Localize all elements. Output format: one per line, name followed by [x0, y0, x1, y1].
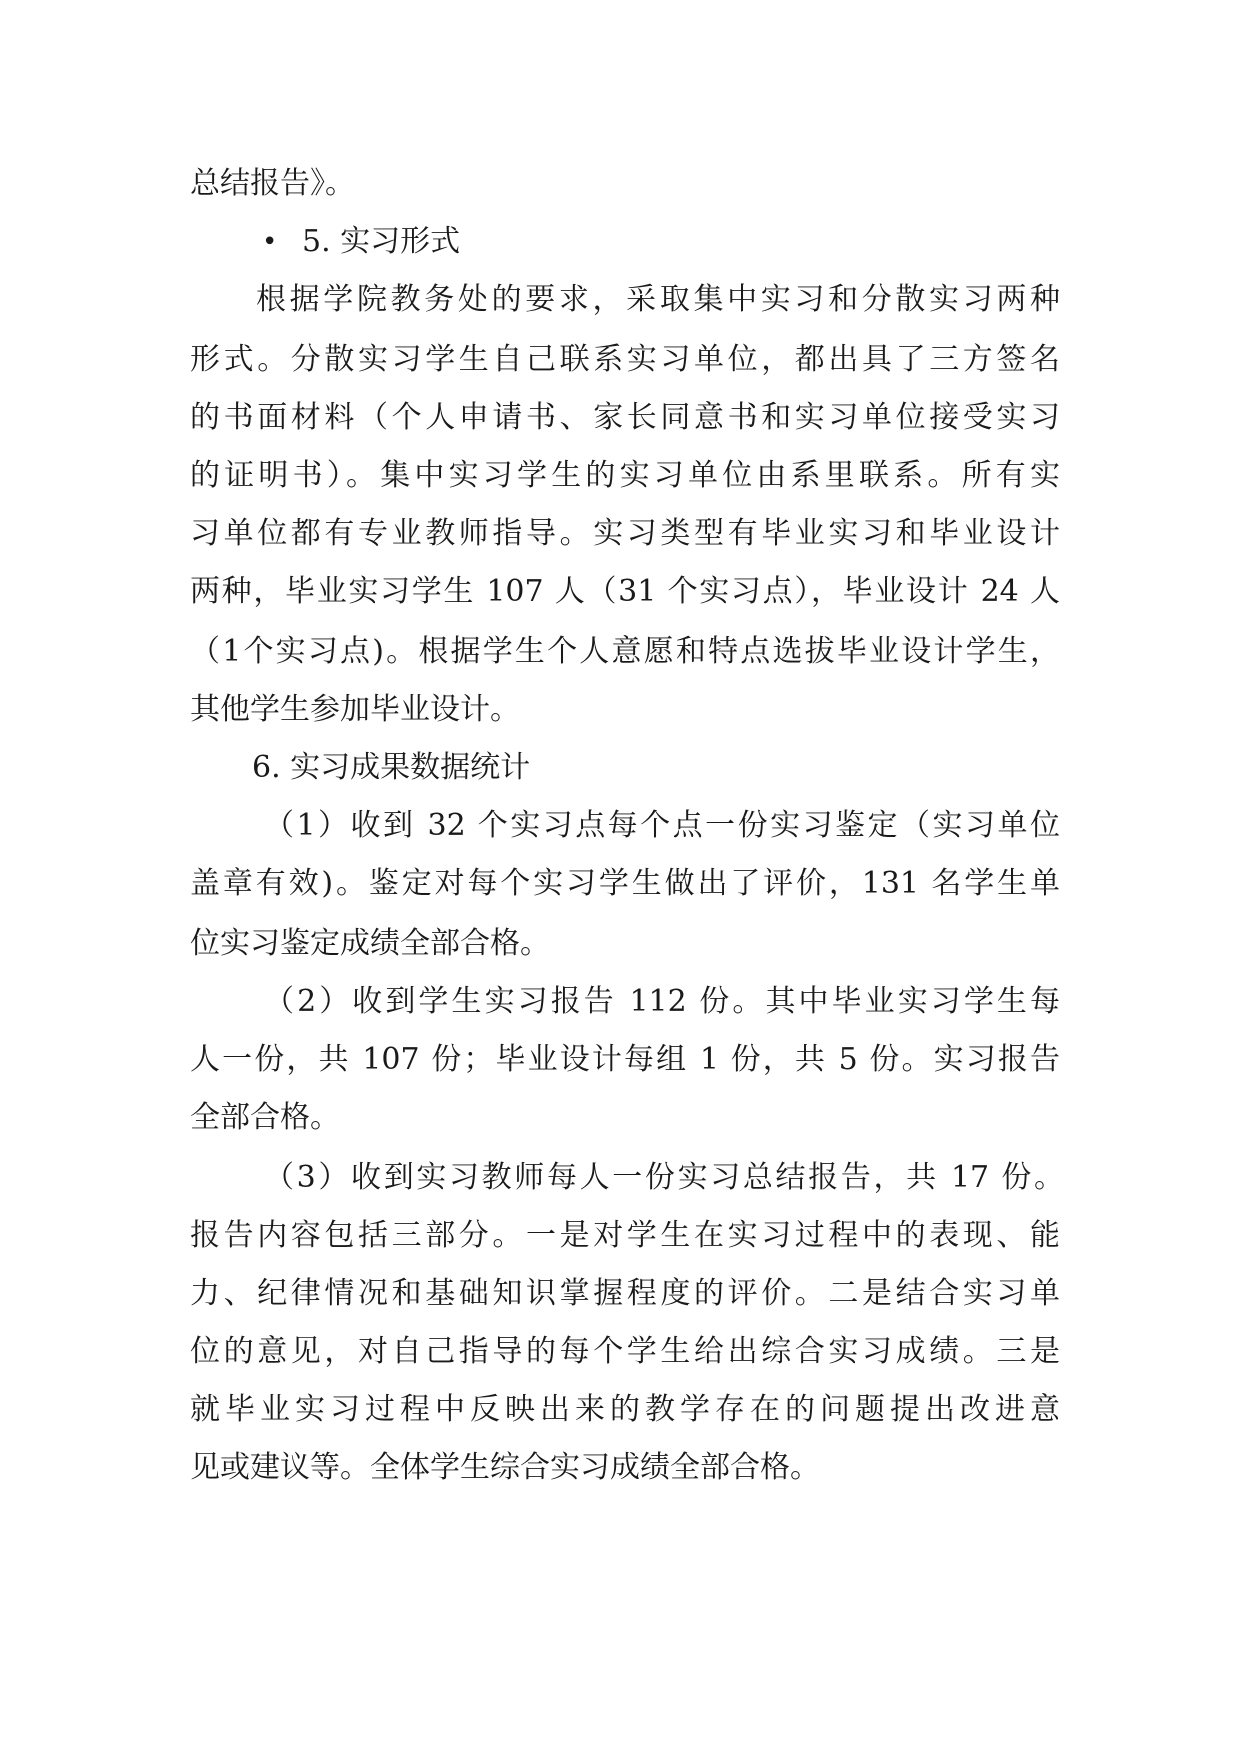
- paragraph-line: 两种，毕业实习学生 107 人（31 个实习点），毕业设计 24 人: [190, 574, 1060, 609]
- item-2-line: 人一份，共 107 份；毕业设计每组 1 份，共 5 份。实习报告: [190, 1042, 1060, 1077]
- item-1-line: 盖章有效)。鉴定对每个实习学生做出了评价，131 名学生单: [190, 866, 1060, 901]
- paragraph-line: （1个实习点)。根据学生个人意愿和特点选拔毕业设计学生，: [190, 634, 1060, 669]
- item-3-line: （3）收到实习教师每人一份实习总结报告，共 17 份。: [264, 1160, 1064, 1195]
- item-2-line: （2）收到学生实习报告 112 份。其中毕业实习学生每: [264, 984, 1060, 1019]
- item-3-line: 就毕业实习过程中反映出来的教学存在的问题提出改进意: [190, 1392, 1060, 1427]
- opening-line: 总结报告》。: [190, 166, 355, 201]
- paragraph-line: 形式。分散实习学生自己联系实习单位，都出具了三方签名: [190, 342, 1060, 377]
- paragraph-line: 根据学院教务处的要求，采取集中实习和分散实习两种: [256, 282, 1060, 317]
- paragraph-line: 习单位都有专业教师指导。实习类型有毕业实习和毕业设计: [190, 516, 1060, 551]
- bullet-marker: •: [262, 227, 278, 257]
- paragraph-line: 其他学生参加毕业设计。: [190, 692, 520, 727]
- item-1-line: 位实习鉴定成绩全部合格。: [190, 926, 550, 961]
- item-3-line: 见或建议等。全体学生综合实习成绩全部合格。: [190, 1450, 820, 1485]
- item-3-line: 力、纪律情况和基础知识掌握程度的评价。二是结合实习单: [190, 1276, 1060, 1311]
- section-5-heading: 5. 实习形式: [302, 224, 461, 259]
- section-6-heading: 6. 实习成果数据统计: [252, 750, 531, 785]
- item-3-line: 报告内容包括三部分。一是对学生在实习过程中的表现、能: [190, 1218, 1060, 1253]
- item-1-line: （1）收到 32 个实习点每个点一份实习鉴定（实习单位: [264, 808, 1060, 843]
- paragraph-line: 的书面材料（个人申请书、家长同意书和实习单位接受实习: [190, 400, 1060, 435]
- item-3-line: 位的意见，对自己指导的每个学生给出综合实习成绩。三是: [190, 1334, 1060, 1369]
- paragraph-line: 的证明书）。集中实习学生的实习单位由系里联系。所有实: [190, 458, 1060, 493]
- item-2-line: 全部合格。: [190, 1100, 340, 1135]
